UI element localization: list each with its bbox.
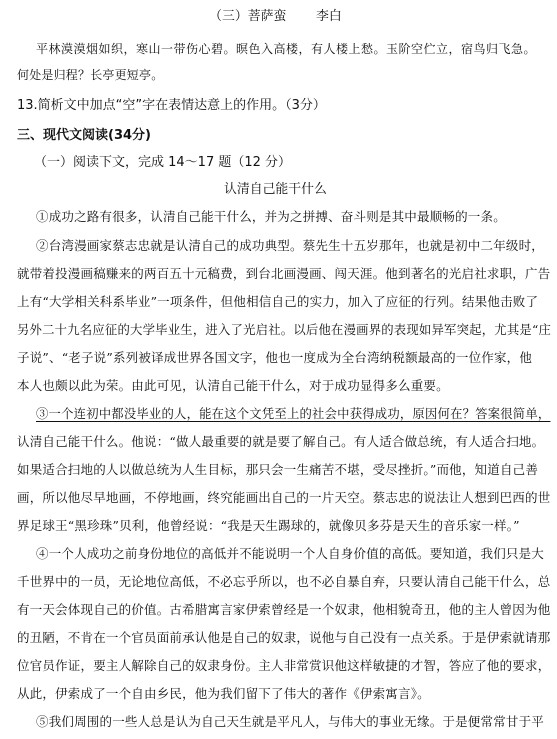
section-3-heading: 三、现代文阅读(34分) (17, 128, 151, 143)
article-line: ⑤我们周围的一些人总是认为自己天生就是平凡人，与伟大的事业无缘。于是便常常甘于平 (36, 714, 545, 729)
article-line: ①成功之路有很多，认清自己能干什么，并为之拼搏、奋斗则是其中最顺畅的一条。 (36, 209, 506, 224)
article-line: ④一个人成功之前身份地位的高低并不能说明一个人自身价值的高低。要知道，我们只是大 (36, 546, 545, 561)
poem-line-1: 平林漠漠烟如织，寒山一带伤心碧。暝色入高楼，有人楼上愁。玉阶空伫立，宿鸟归飞急。 (36, 42, 537, 56)
poem-author: 李白 (315, 9, 342, 24)
poem-title: （三）菩萨蛮 (209, 9, 287, 24)
question-13: 13.简析文中加点“空”字在表情达意上的作用。（3分） (17, 98, 326, 113)
article-title: 认清自己能干什么 (223, 182, 327, 197)
article-line: 上有“大学相关科系毕业”一项条件，但他相信自己的实力，加入了应征的行列。结果他击败了 (17, 294, 539, 309)
article-line: 另外二十九名应征的大学毕业生，进入了光启社。以后他在漫画界的表现如异军突起，尤其是“庄 (17, 322, 552, 337)
article-line: 的丑陋，不肯在一个官员面前承认他是自己的奴隶，说他与自己没有一点关系。于是伊索就请那 (17, 630, 551, 645)
article-line: 千世界中的一员，无论地位高低，不必忘乎所以，也不必自暴自弃，只要认清自己能干什么，总 (17, 574, 551, 589)
article-line: 如果适合扫地的人以做总统为人生目标，那只会一生痛苦不堪，受尽挫折。”而他，知道自己善 (17, 462, 539, 477)
article-line: 就带着投漫画稿赚来的两百五十元稿费，到台北画漫画、闯天涯。他到著名的光启社求职，广告 (17, 266, 551, 281)
article-line: 子说”、“老子说”系列被译成世界各国文字，他也一度成为全台湾纳税额最高的一位作家，他 (17, 350, 533, 365)
poem-line-2: 何处是归程？长亭更短亭。 (17, 68, 164, 82)
article-line: 界足球王“黑珍珠”贝利，他曾经说：“我是天生踢球的，就像贝多芬是天生的音乐家一样。” (17, 518, 520, 533)
poem-heading (0, 9, 551, 25)
article-line: 从此，伊索成了一个自由乡民，他为我们留下了伟大的著作《伊索寓言》。 (17, 686, 430, 701)
article-line: 画，所以他尽早地画，不停地画，终究能画出自己的一片天空。蔡志忠的说法让人想到巴西的世 (17, 490, 551, 505)
section-3-subheading: （一）阅读下文，完成 14～17 题（12 分） (34, 155, 292, 170)
article-line-underlined: ③一个连初中都没毕业的人，能在这个文凭至上的社会中获得成功，原因何在？答案很简单， (36, 406, 551, 421)
article-line: 有一天会体现自己的价值。古希腊寓言家伊索曾经是一个奴隶，他相貌奇丑，他的主人曾因为他 (17, 602, 551, 617)
article-line: ②台湾漫画家蔡志忠就是认清自己的成功典型。蔡先生十五岁那年，也就是初中二年级时， (36, 238, 545, 253)
article-line: 本人也颇以此为荣。由此可见，认清自己能干什么，对于成功显得多么重要。 (17, 378, 449, 393)
article-line: 位官员作证，要主人解除自己的奴隶身份。主人非常赏识他这样敏捷的才智，答应了他的要求， (17, 658, 551, 673)
article-line: 认清自己能干什么。他说：“做人最重要的就是要了解自己。有人适合做总统，有人适合扫地。 (17, 434, 545, 449)
